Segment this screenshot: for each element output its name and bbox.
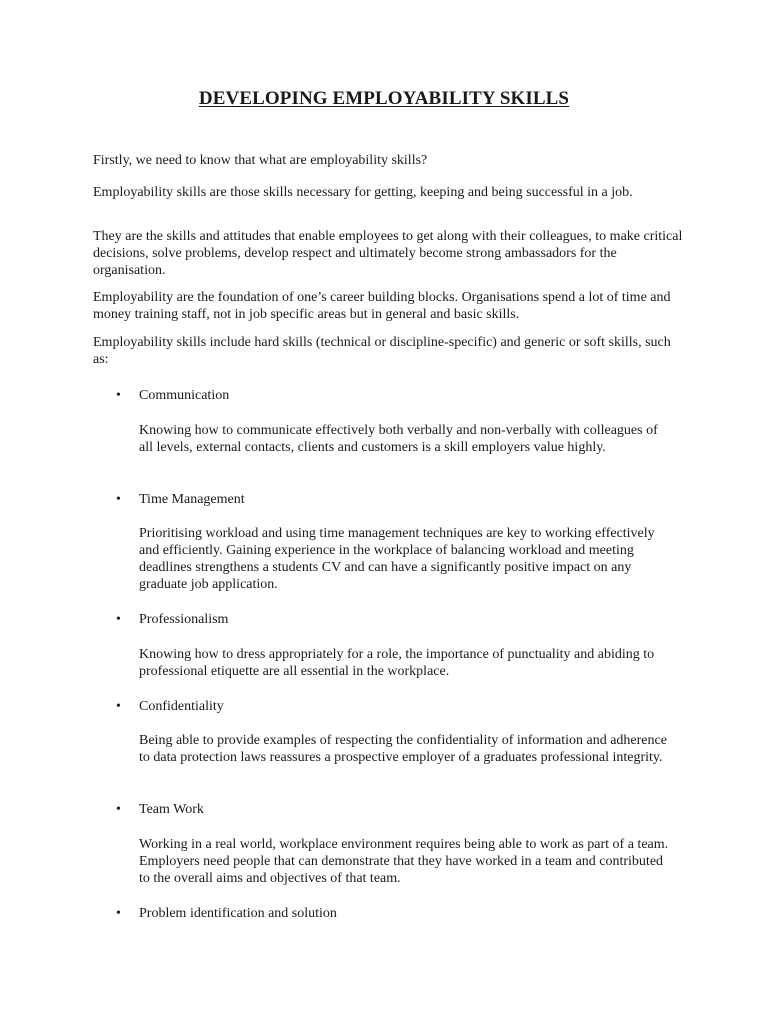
bullet-icon: • bbox=[116, 906, 121, 921]
skill-label: Confidentiality bbox=[139, 699, 224, 714]
skill-description: Being able to provide examples of respecting the confidentiality of information and adherence to data protection laws reassures a prospective employer of a graduates professional integrity. bbox=[139, 733, 667, 765]
skill-label: Time Management bbox=[139, 492, 245, 507]
skill-label: Communication bbox=[139, 388, 230, 403]
intro-paragraph-4: Employability are the foundation of one’s career building blocks. Organisations spend a lot of time and money training staff, not in job specific areas but in general and basic skills. bbox=[93, 290, 671, 322]
intro-paragraph-1: Firstly, we need to know that what are employability skills? bbox=[93, 153, 428, 168]
intro-paragraph-3: They are the skills and attitudes that enable employees to get along with their colleagues, to make critical decisions, solve problems, develop respect and ultimately become strong ambassadors for the organisation. bbox=[93, 229, 683, 278]
skill-description: Working in a real world, workplace environment requires being able to work as part of a team. Employers need people that can demonstrate that they have worked in a team and contributed to the overall aims and objectives of that team. bbox=[139, 837, 669, 886]
skill-label: Problem identification and solution bbox=[139, 906, 337, 921]
bullet-icon: • bbox=[116, 388, 121, 403]
bullet-icon: • bbox=[116, 612, 121, 627]
bullet-icon: • bbox=[116, 802, 121, 817]
skill-description: Knowing how to communicate effectively both verbally and non-verbally with colleagues of all levels, external contacts, clients and customers is a skill employers value highly. bbox=[139, 423, 658, 455]
bullet-icon: • bbox=[116, 492, 121, 507]
skill-description: Knowing how to dress appropriately for a role, the importance of punctuality and abiding to professional etiquette are all essential in the workplace. bbox=[139, 647, 655, 679]
skill-label: Professionalism bbox=[139, 612, 229, 627]
skill-description: Prioritising workload and using time management techniques are key to working effectively and efficiently. Gaining experience in the workplace of balancing workload and meeting deadlines strengthens a students CV and can have a significantly positive impact on any graduate job application. bbox=[139, 526, 655, 592]
intro-paragraph-2: Employability skills are those skills necessary for getting, keeping and being successful in a job. bbox=[93, 185, 633, 200]
bullet-icon: • bbox=[116, 699, 121, 714]
skill-label: Team Work bbox=[139, 802, 204, 817]
intro-paragraph-5: Employability skills include hard skills (technical or discipline-specific) and generic or soft skills, such as: bbox=[93, 335, 671, 367]
document-title: DEVELOPING EMPLOYABILITY SKILLS bbox=[198, 88, 570, 109]
